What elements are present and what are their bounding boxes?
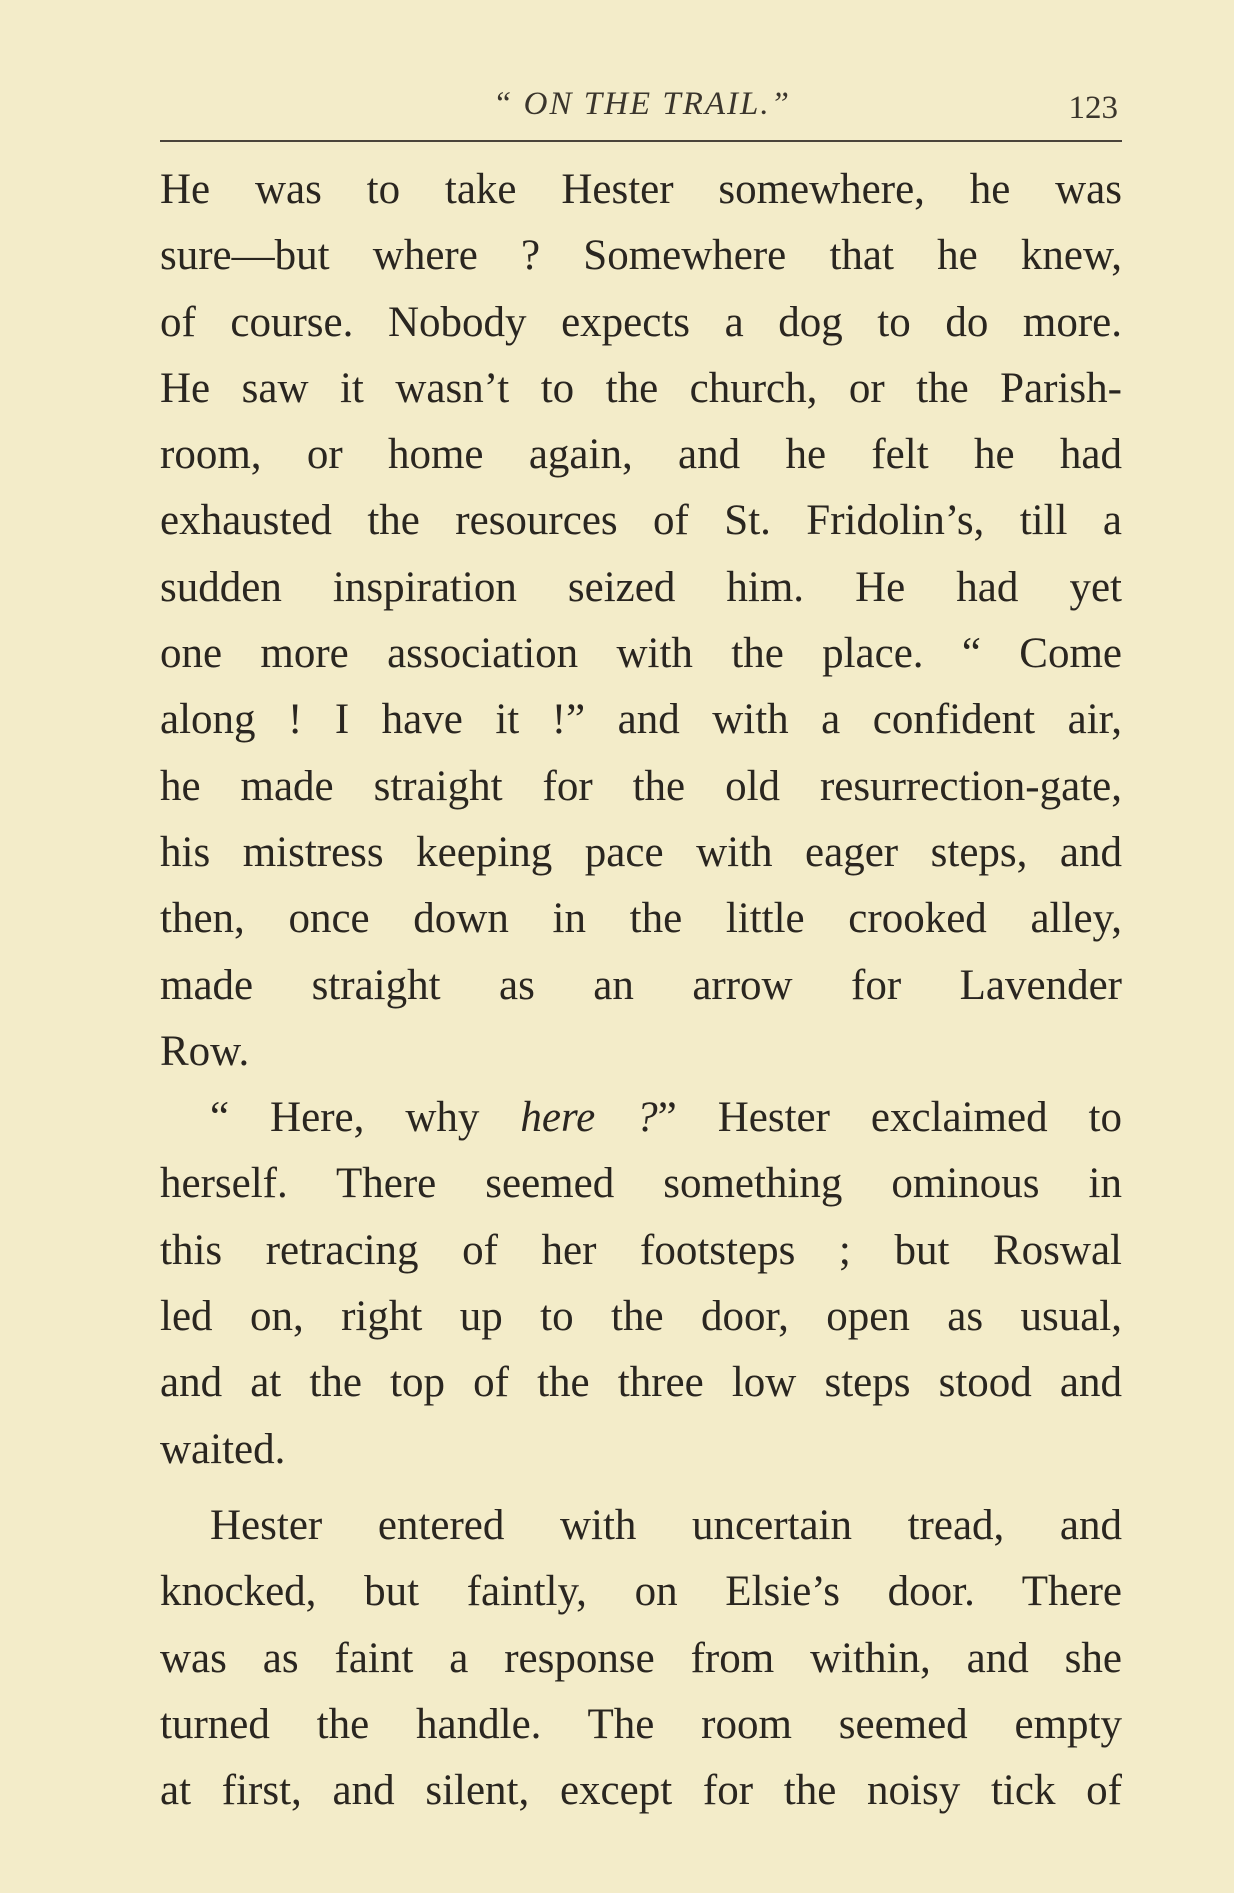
text-line: Row.	[160, 1027, 250, 1075]
text-line: he made straight for the old resurrection-gate,	[160, 762, 1122, 810]
text-line: and at the top of the three low steps stood and	[160, 1359, 1122, 1407]
text-line: waited.	[160, 1425, 286, 1473]
text-line: one more association with the place. “ Come	[160, 630, 1122, 678]
text-line: He saw it wasn’t to the church, or the Parish-	[160, 364, 1122, 412]
text-line-mixed	[160, 1085, 1122, 1151]
text-line: exhausted the resources of St. Fridolin’s, till a	[160, 497, 1122, 545]
text-line: made straight as an arrow for Lavender	[160, 961, 1122, 1009]
text-line: sure—but where ? Somewhere that he knew,	[160, 232, 1122, 280]
text-line: He was to take Hester somewhere, he was	[160, 166, 1122, 213]
body-text	[160, 157, 1122, 1824]
header-rule	[160, 140, 1122, 142]
text-line: then, once down in the little crooked alley,	[160, 895, 1122, 943]
text-segment: “ Here, why	[210, 1094, 521, 1142]
text-line: at first, and silent, except for the noisy tick of	[160, 1767, 1122, 1815]
text-line: was as faint a response from within, and she	[160, 1634, 1122, 1682]
text-line: along ! I have it !” and with a confident air,	[160, 696, 1122, 744]
running-head	[160, 78, 1124, 138]
text-line: room, or home again, and he felt he had	[160, 431, 1122, 479]
italic-emphasis: here ?	[520, 1094, 658, 1142]
running-title: “ ON THE TRAIL.”	[493, 86, 791, 122]
text-line: sudden inspiration seized him. He had yet	[160, 563, 1122, 611]
text-line: this retracing of her footsteps ; but Roswal	[160, 1226, 1122, 1274]
text-line: herself. There seemed something ominous in	[160, 1160, 1122, 1208]
page-number: 123	[1068, 90, 1118, 126]
text-line: of course. Nobody expects a dog to do more.	[160, 298, 1122, 346]
text-line: led on, right up to the door, open as usual,	[160, 1293, 1122, 1341]
text-line: turned the handle. The room seemed empty	[160, 1700, 1122, 1748]
text-segment: ” Hester exclaimed to	[657, 1094, 1122, 1142]
text-line: knocked, but faintly, on Elsie’s door. There	[160, 1568, 1122, 1616]
text-line: Hester entered with uncertain tread, and	[210, 1501, 1122, 1549]
text-line: his mistress keeping pace with eager steps, and	[160, 828, 1122, 876]
